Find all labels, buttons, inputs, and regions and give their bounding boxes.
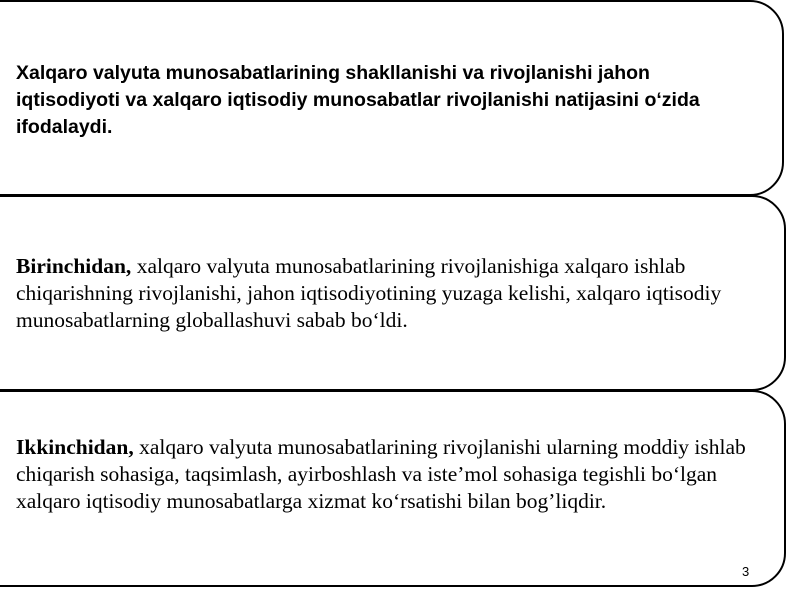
second-reason-paragraph	[16, 434, 746, 515]
first-reason-lead: Birinchidan,	[16, 254, 132, 278]
first-reason-text: xalqaro valyuta munosabatlarining rivojlanishiga xalqaro ishlab chiqarishning rivojlanishi, jahon iqtisodiyotining yuzaga kelishi, xalqaro iqtisodiy munosabatlarning globallashuvi sabab bo‘ldi.	[16, 254, 722, 332]
first-reason-paragraph	[16, 253, 746, 334]
page-number: 3	[742, 564, 750, 579]
intro-text: Xalqaro valyuta munosabatlarining shakllanishi va rivojlanishi jahon iqtisodiyoti va xalqaro iqtisodiy munosabatlar rivojlanishi natijasini o‘zida ifodalaydi.	[16, 62, 700, 138]
second-reason-lead: Ikkinchidan,	[16, 435, 134, 459]
second-reason-text: xalqaro valyuta munosabatlarining rivojlanishi ularning moddiy ishlab chiqarish sohasiga, taqsimlash, ayirboshlash va iste’mol sohasiga tegishli bo‘lgan xalqaro iqtisodiy munosabatlarga xizmat ko‘rsatishi bilan bog’liqdir.	[16, 435, 746, 513]
intro-paragraph	[16, 60, 756, 141]
